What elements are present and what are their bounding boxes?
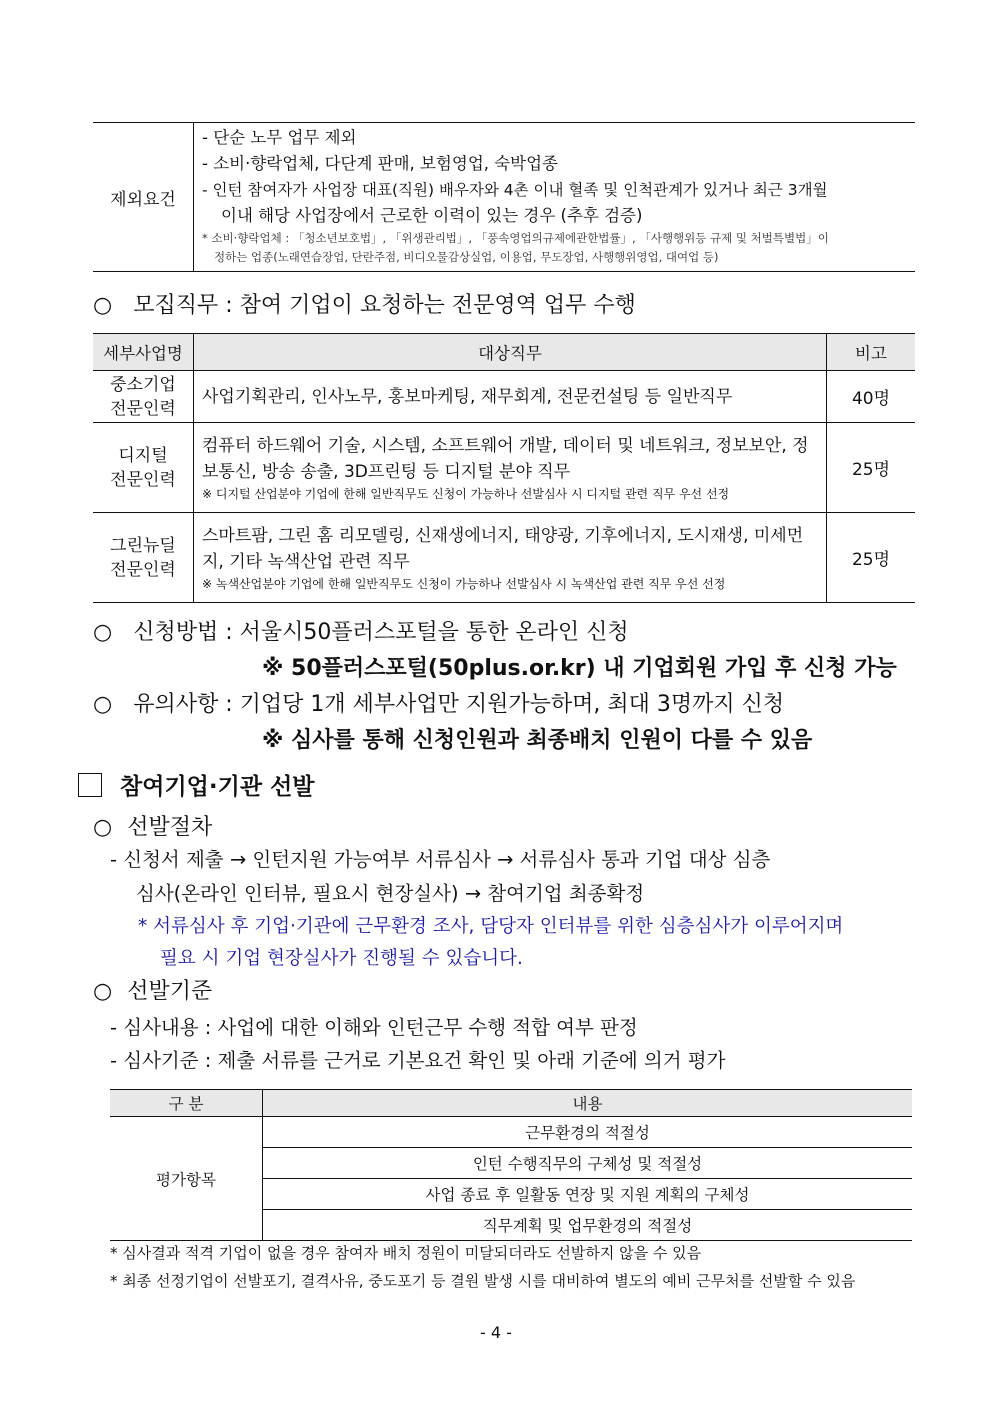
- program-name-line: 전문인력: [110, 469, 176, 490]
- column-header: 대상직무: [194, 334, 827, 371]
- exclusion-item: - 소비·향락업체, 다단계 판매, 보험영업, 숙박업종: [202, 154, 558, 173]
- table-row: [93, 371, 915, 423]
- eval-item: 근무환경의 적절성: [525, 1124, 650, 1142]
- duty-note: ※ 녹색산업분야 기업에 한해 일반직무도 신청이 가능하나 선발심사 시 녹색산업 관련 직무 우선 선정: [202, 576, 726, 591]
- headcount: 40명: [827, 371, 916, 423]
- square-box-icon: [78, 773, 102, 797]
- footnote: * 최종 선정기업이 선발포기, 결격사유, 중도포기 등 결원 발생 시를 대비하여 별도의 예비 근무처를 선발할 수 있음: [110, 1272, 856, 1290]
- exclusion-note: * 소비·향락업체 : 「청소년보호법」, 「위생관리법」, 「풍속영업의규제에관한법률」, 「사행행위등 규제 및 처벌특별법」이: [202, 231, 829, 245]
- caution-note: ※ 심사를 통해 신청인원과 최종배치 인원이 다를 수 있음: [262, 728, 813, 753]
- page-number: - 4 -: [480, 1323, 512, 1342]
- exclusion-item: - 인턴 참여자가 사업장 대표(직원) 배우자와 4촌 이내 혈족 및 인척관계가 있거나 최근 3개월: [202, 181, 828, 199]
- procedure-note: * 서류심사 후 기업·기관에 근무환경 조사, 담당자 인터뷰를 위한 심층심사가 이루어지며: [138, 916, 844, 937]
- column-header: 내용: [263, 1090, 913, 1117]
- exclusion-item: - 단순 노무 업무 제외: [202, 128, 357, 147]
- headcount: 25명: [827, 423, 916, 513]
- circle-bullet-icon: ○: [93, 815, 113, 840]
- criteria-heading: [93, 977, 212, 1007]
- jobs-table: [93, 333, 915, 603]
- column-header: 비고: [827, 334, 916, 371]
- exclusion-label: 제외요건: [93, 123, 194, 272]
- eval-item: 사업 종료 후 일활동 연장 및 지원 계획의 구체성: [263, 1179, 913, 1210]
- program-name: [93, 371, 194, 423]
- circle-bullet-icon: ○: [93, 293, 113, 318]
- duty-note: ※ 디지털 산업분야 기업에 한해 일반직무도 신청이 가능하나 선발심사 시 디지털 관련 직무 우선 선정: [202, 486, 730, 501]
- circle-bullet-icon: ○: [93, 620, 113, 645]
- procedure-heading-text: 선발절차: [127, 815, 213, 840]
- caution-text: 유의사항 : 기업당 1개 세부사업만 지원가능하며, 최대 3명까지 신청: [133, 692, 785, 717]
- program-name: [93, 513, 194, 603]
- program-name-line: 전문인력: [110, 398, 176, 419]
- footnote: * 심사결과 적격 기업이 없을 경우 참여자 배치 정원이 미달되더라도 선발하지 않을 수 있음: [110, 1244, 702, 1262]
- headcount: 25명: [827, 513, 916, 603]
- recruit-heading-text: 모집직무 : 참여 기업이 요청하는 전문영역 업무 수행: [133, 293, 636, 318]
- table-row: [93, 423, 915, 513]
- program-name-line: 전문인력: [110, 559, 176, 580]
- program-name: [93, 423, 194, 513]
- evaluation-table: [110, 1089, 912, 1241]
- apply-method-text: 신청방법 : 서울시50플러스포털을 통한 온라인 신청: [133, 620, 629, 645]
- target-duty: 스마트팜, 그린 홈 리모델링, 신재생에너지, 태양광, 기후에너지, 도시재생, 미세먼지, 기타 녹색산업 관련 직무: [202, 525, 804, 572]
- section-heading: [78, 772, 315, 802]
- table-row: [93, 513, 915, 603]
- column-header: 세부사업명: [93, 334, 194, 371]
- exclusion-table: [93, 122, 915, 272]
- exclusion-note: 정하는 업종(노래연습장업, 단란주점, 비디오물감상실업, 이용업, 무도장업, 사행행위영업, 대여업 등): [214, 250, 719, 264]
- exclusion-body: [194, 123, 916, 272]
- procedure-note: 필요 시 기업 현장실사가 진행될 수 있습니다.: [160, 948, 523, 969]
- exclusion-item: 이내 해당 사업장에서 근로한 이력이 있는 경우 (추후 검증): [221, 206, 643, 225]
- target-duty: 사업기획관리, 인사노무, 홍보마케팅, 재무회계, 전문컨설팅 등 일반직무: [194, 371, 827, 423]
- criteria-line: - 심사기준 : 제출 서류를 근거로 기본요건 확인 및 아래 기준에 의거 평가: [110, 1049, 726, 1072]
- program-name-line: 중소기업: [110, 374, 176, 395]
- eval-item: 인턴 수행직무의 구체성 및 적절성: [263, 1148, 913, 1179]
- procedure-heading: [93, 813, 212, 843]
- table-header-row: [110, 1090, 912, 1117]
- procedure-line: - 신청서 제출 → 인턴지원 가능여부 서류심사 → 서류심사 통과 기업 대상 심층: [110, 848, 771, 871]
- procedure-line: 심사(온라인 인터뷰, 필요시 현장실사) → 참여기업 최종확정: [136, 882, 645, 905]
- caution: [93, 690, 784, 720]
- eval-group-label: 평가항목: [110, 1117, 263, 1241]
- target-duty: 컴퓨터 하드웨어 기술, 시스템, 소프트웨어 개발, 데이터 및 네트워크, 정보보안, 정보통신, 방송 송출, 3D프린팅 등 디지털 분야 직무: [202, 435, 809, 482]
- eval-item: 직무계획 및 업무환경의 적절성: [263, 1210, 913, 1241]
- circle-bullet-icon: ○: [93, 979, 113, 1004]
- section-title: 참여기업·기관 선발: [120, 774, 315, 800]
- target-duty-cell: [194, 423, 827, 513]
- target-duty-cell: [194, 513, 827, 603]
- program-name-line: 디지털: [118, 445, 168, 466]
- circle-bullet-icon: ○: [93, 692, 113, 717]
- apply-method-note: ※ 50플러스포털(50plus.or.kr) 내 기업회원 가입 후 신청 가능: [262, 656, 897, 681]
- table-row: [110, 1117, 912, 1148]
- apply-method: [93, 618, 629, 648]
- recruit-heading: [93, 291, 636, 321]
- table-header-row: [93, 334, 915, 371]
- criteria-line: - 심사내용 : 사업에 대한 이해와 인턴근무 수행 적합 여부 판정: [110, 1016, 638, 1039]
- criteria-heading-text: 선발기준: [127, 979, 213, 1004]
- column-header: 구 분: [110, 1090, 263, 1117]
- program-name-line: 그린뉴딜: [110, 535, 176, 556]
